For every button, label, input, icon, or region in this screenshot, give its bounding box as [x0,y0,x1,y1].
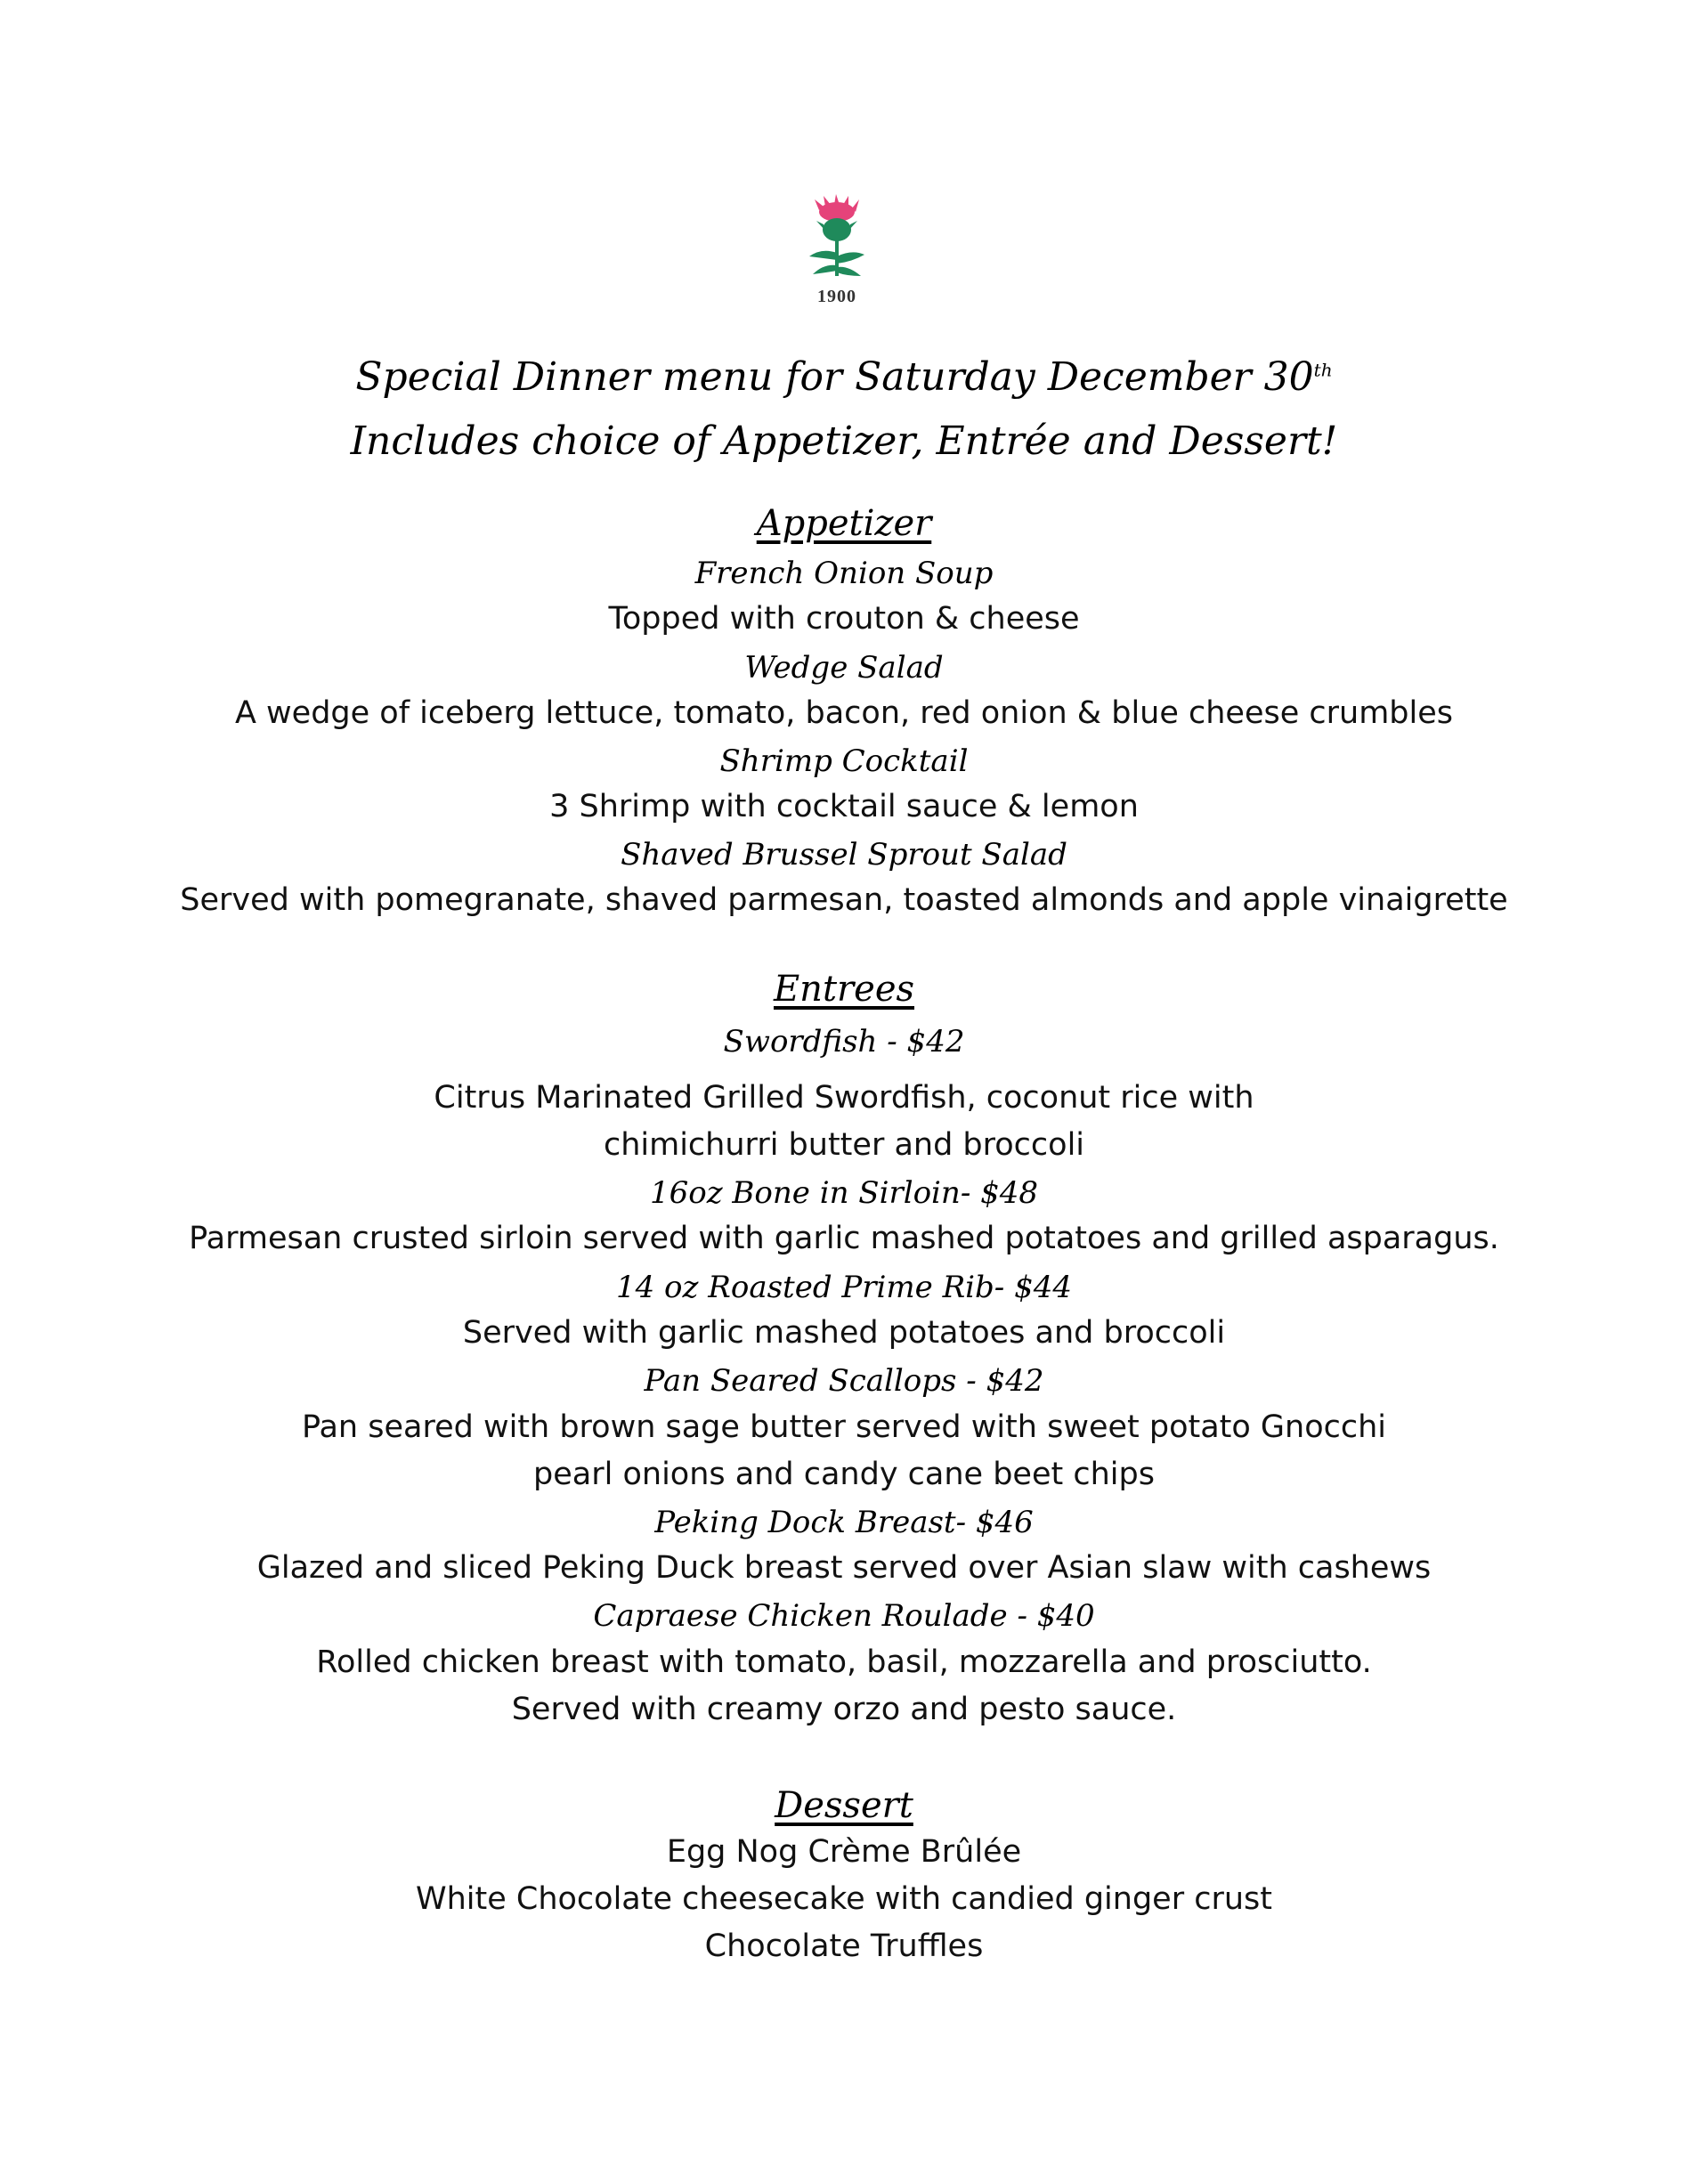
entree-item-desc: pearl onions and candy cane beet chips [533,1457,1155,1492]
entree-item-desc: Served with creamy orzo and pesto sauce. [511,1692,1177,1727]
appetizer-title: Appetizer [756,503,932,544]
appetizer-item-name: Shaved Brussel Sprout Salad [621,837,1067,873]
entree-item-name: 14 oz Roasted Prime Rib- $44 [615,1270,1072,1305]
thistle-icon [797,194,877,283]
entree-item-desc: chimichurri butter and broccoli [603,1127,1085,1163]
entree-item-name: Peking Dock Breast- $46 [654,1505,1034,1540]
entrees-title: Entrees [773,969,915,1010]
entree-item-desc: Glazed and sliced Peking Duck breast served over Asian slaw with cashews [256,1550,1432,1586]
entree-item-name: Pan Seared Scallops - $42 [644,1363,1044,1399]
header-line-2: Includes choice of Appetizer, Entrée and Dessert! [350,418,1338,464]
entree-item-name: Capraese Chicken Roulade - $40 [593,1598,1095,1634]
entree-item-desc: Served with garlic mashed potatoes and broccoli [462,1315,1226,1351]
dessert-item: Egg Nog Crème Brûlée [666,1834,1022,1870]
appetizer-item-desc: 3 Shrimp with cocktail sauce & lemon [549,789,1139,824]
entree-item-desc: Citrus Marinated Grilled Swordfish, coconut rice with [434,1080,1254,1116]
logo [792,194,881,310]
appetizer-item-desc: Topped with crouton & cheese [608,601,1080,637]
header-title: Special Dinner menu for Saturday December 30 [355,354,1314,400]
entree-item-name: 16oz Bone in Sirloin- $48 [649,1175,1039,1211]
entree-item-name: Swordfish - $42 [723,1024,965,1060]
appetizer-item-name: French Onion Soup [694,556,994,591]
header-title-suffix: th [1313,359,1333,381]
dessert-title: Dessert [775,1785,913,1826]
appetizer-item-name: Shrimp Cocktail [719,743,969,779]
dessert-item: Chocolate Truffles [704,1928,984,1964]
appetizer-item-desc: Served with pomegranate, shaved parmesan, toasted almonds and apple vinaigrette [180,882,1508,918]
dessert-item: White Chocolate cheesecake with candied ginger crust [415,1881,1272,1917]
appetizer-item-name: Wedge Salad [744,650,944,686]
appetizer-item-desc: A wedge of iceberg lettuce, tomato, bacon, red onion & blue cheese crumbles [234,695,1454,731]
header-line-1 [0,354,1688,400]
entree-item-desc: Parmesan crusted sirloin served with garlic mashed potatoes and grilled asparagus. [189,1221,1499,1256]
entree-item-desc: Pan seared with brown sage butter served with sweet potato Gnocchi [301,1409,1387,1445]
entree-item-desc: Rolled chicken breast with tomato, basil, mozzarella and prosciutto. [316,1644,1372,1680]
logo-year: 1900 [817,287,856,306]
